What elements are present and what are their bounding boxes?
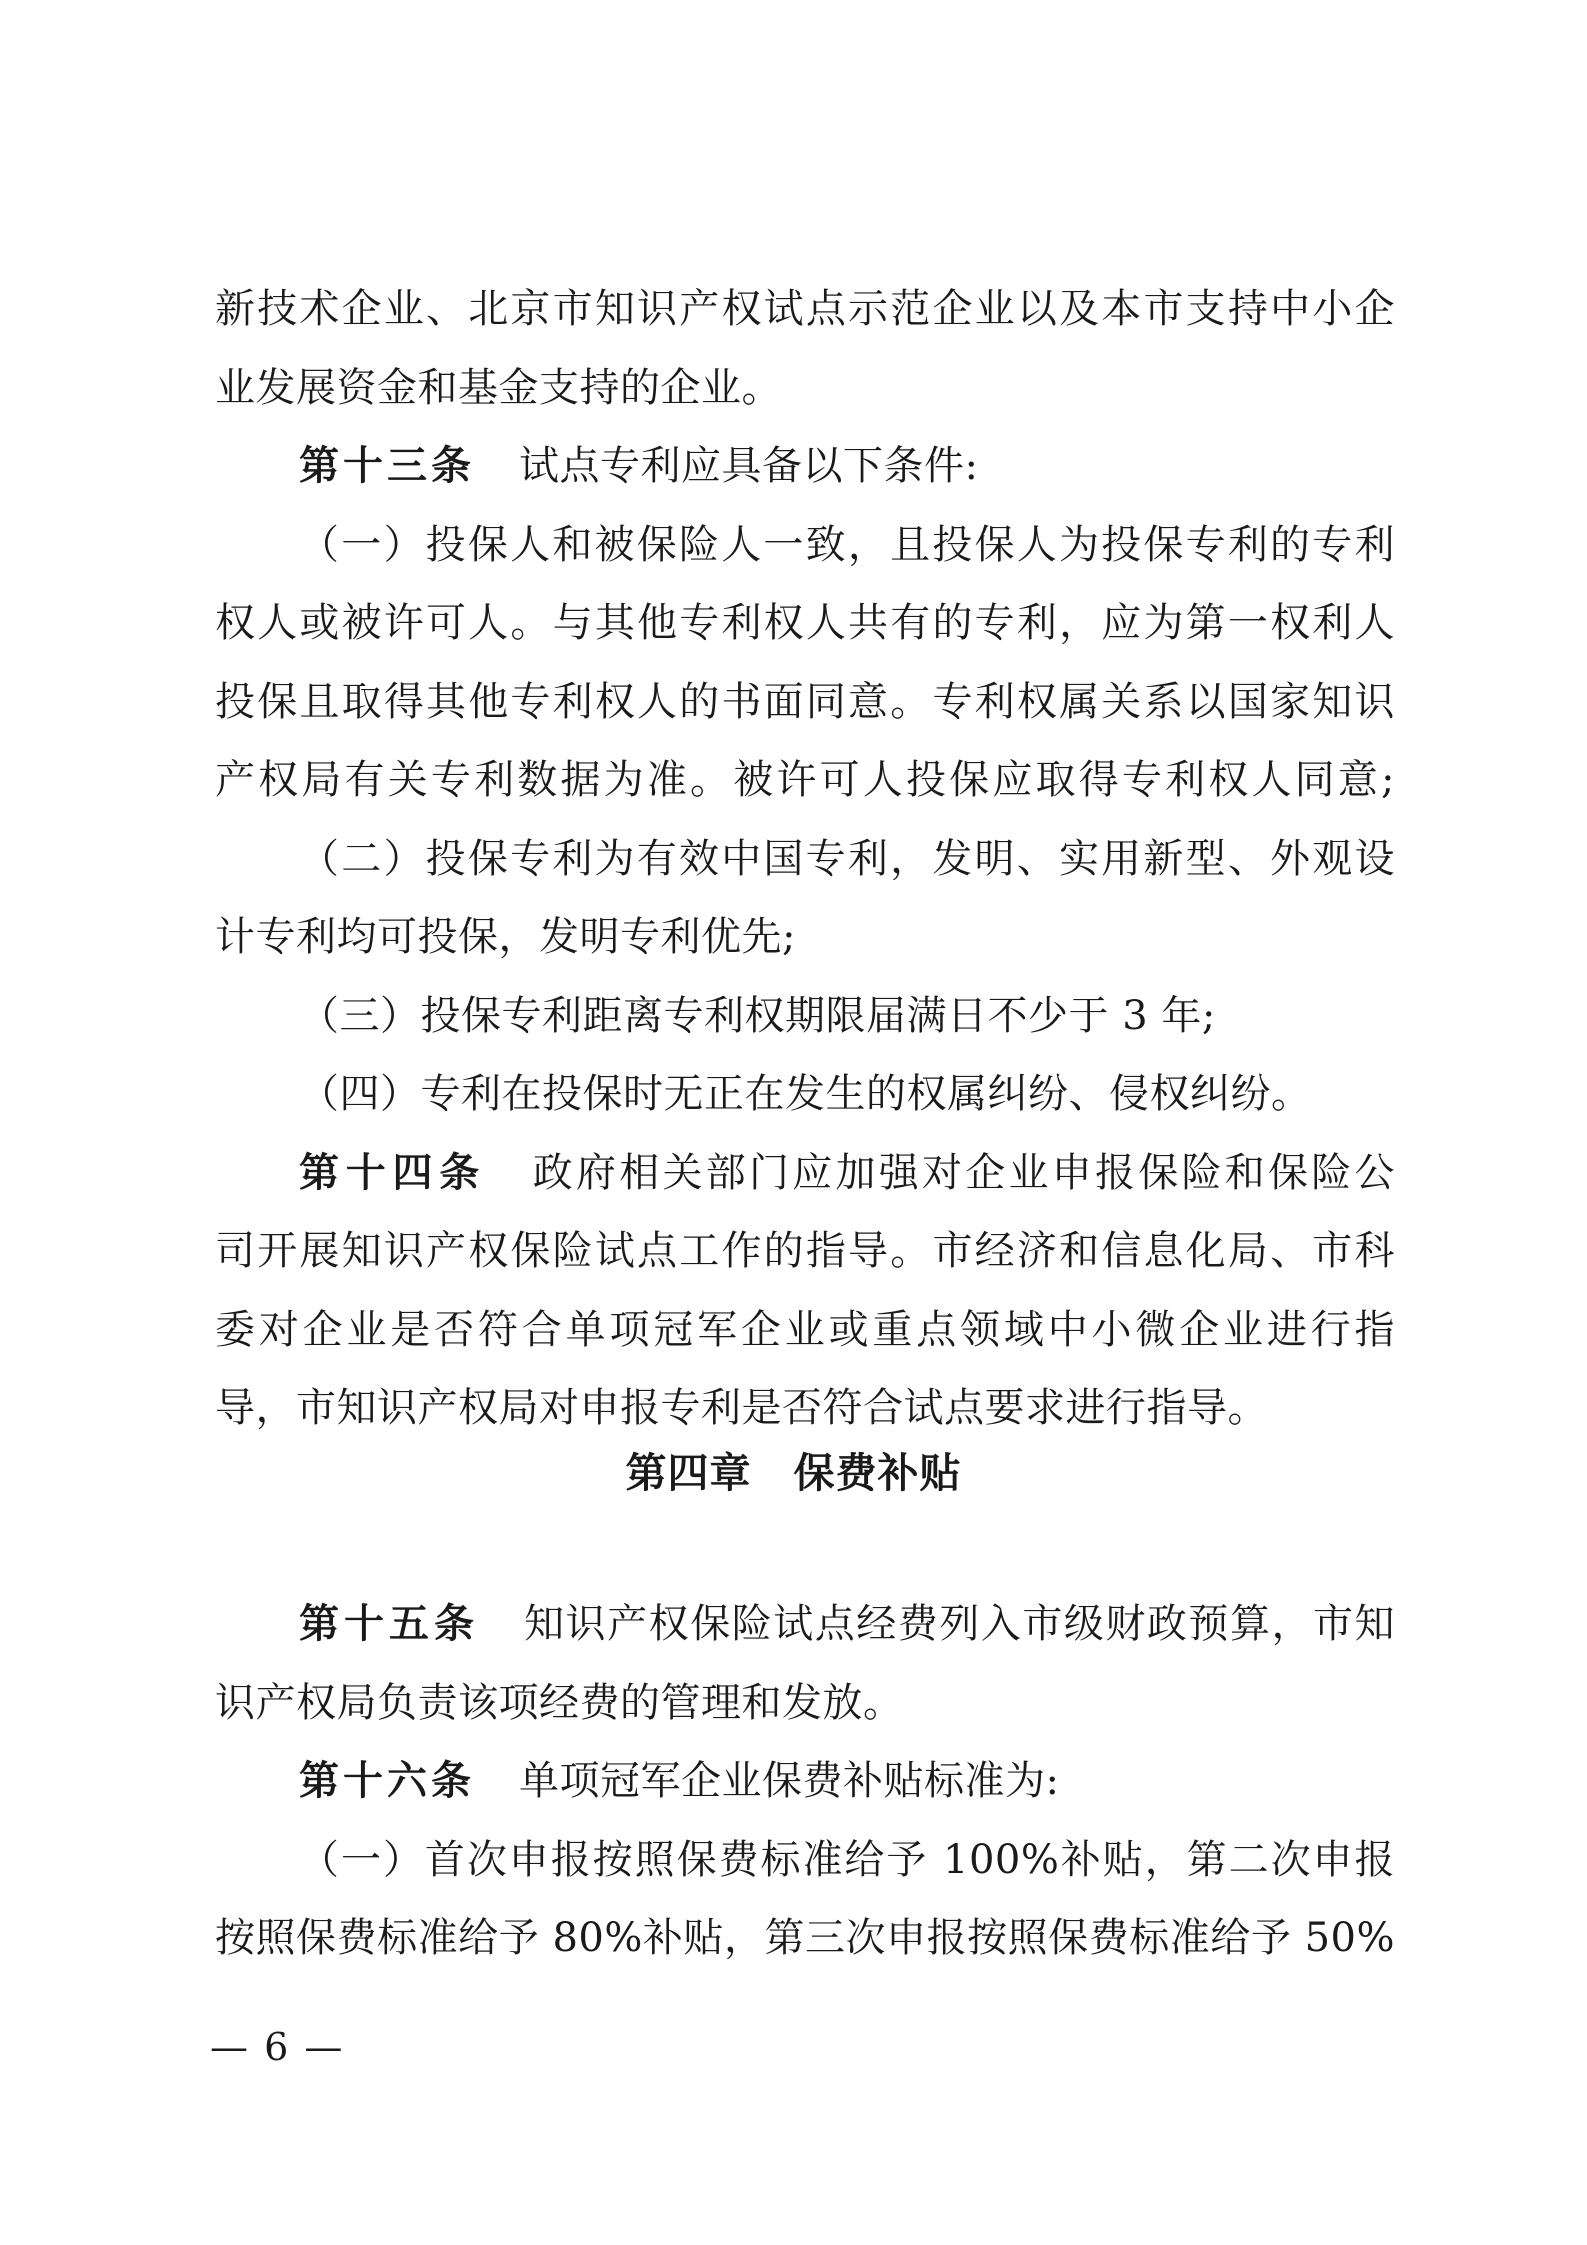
article-16-item-1-line: 按照保费标准给予 80%补贴，第三次申报按照保费标准给予 50% bbox=[215, 1915, 1395, 1961]
article-16-item-1-line: （一）首次申报按照保费标准给予 100%补贴，第二次申报 bbox=[299, 1836, 1395, 1883]
article-15 bbox=[215, 1585, 1395, 1664]
article-13-intro: 试点专利应具备以下条件: bbox=[519, 443, 979, 489]
article-16-heading: 第十六条 bbox=[299, 1758, 475, 1804]
article-13-item-1-line: 权人或被许可人。与其他专利权人共有的专利，应为第一权利人 bbox=[215, 600, 1395, 646]
article-14-heading: 第十四条 bbox=[299, 1149, 486, 1196]
article-13-item-2-line: （二）投保专利为有效中国专利，发明、实用新型、外观设 bbox=[299, 835, 1395, 882]
body-line: 业发展资金和基金支持的企业。 bbox=[215, 364, 782, 411]
article-13-item-1-line: 投保且取得其他专利权人的书面同意。专利权属关系以国家知识 bbox=[215, 678, 1395, 725]
article-15-first-line: 知识产权保险试点经费列入市级财政预算，市知 bbox=[523, 1601, 1396, 1647]
chapter-title: 第四章 保费补贴 bbox=[625, 1449, 962, 1497]
body-text-lower bbox=[215, 1585, 1395, 1978]
article-14-line: 司开展知识产权保险试点工作的指导。市经济和信息化局、市科 bbox=[215, 1228, 1395, 1274]
article-14-line: 导，市知识产权局对申报专利是否符合试点要求进行指导。 bbox=[215, 1385, 1268, 1431]
article-15-heading: 第十五条 bbox=[299, 1601, 480, 1647]
article-13-heading: 第十三条 bbox=[299, 443, 475, 489]
article-13-item-4: （四）专利在投保时无正在发生的权属纠纷、侵权纠纷。 bbox=[299, 1071, 1312, 1117]
article-13-item-2-line: 计专利均可投保，发明专利优先; bbox=[215, 914, 796, 960]
article-13-item-1-line: 产权局有关专利数据为准。被许可人投保应取得专利权人同意; bbox=[215, 757, 1395, 803]
body-line: 新技术企业、北京市知识产权试点示范企业以及本市支持中小企 bbox=[215, 286, 1395, 332]
article-13-item-1-line: （一）投保人和被保险人一致，且投保人为投保专利的专利 bbox=[299, 521, 1395, 568]
article-14 bbox=[215, 1134, 1395, 1213]
article-14-line: 委对企业是否符合单项冠军企业或重点领域中小微企业进行指 bbox=[215, 1306, 1395, 1353]
article-14-first-line: 政府相关部门应加强对企业申报保险和保险公 bbox=[530, 1149, 1395, 1196]
page-number: — 6 — bbox=[210, 2025, 345, 2069]
article-16 bbox=[215, 1742, 1395, 1821]
body-text-upper bbox=[215, 270, 1395, 1448]
article-13 bbox=[215, 427, 1395, 506]
article-16-intro: 单项冠军企业保费补贴标准为: bbox=[519, 1758, 1060, 1804]
article-13-item-3: （三）投保专利距离专利权期限届满日不少于 3 年; bbox=[299, 992, 1216, 1039]
article-15-line: 识产权局负责该项经费的管理和发放。 bbox=[215, 1679, 904, 1726]
